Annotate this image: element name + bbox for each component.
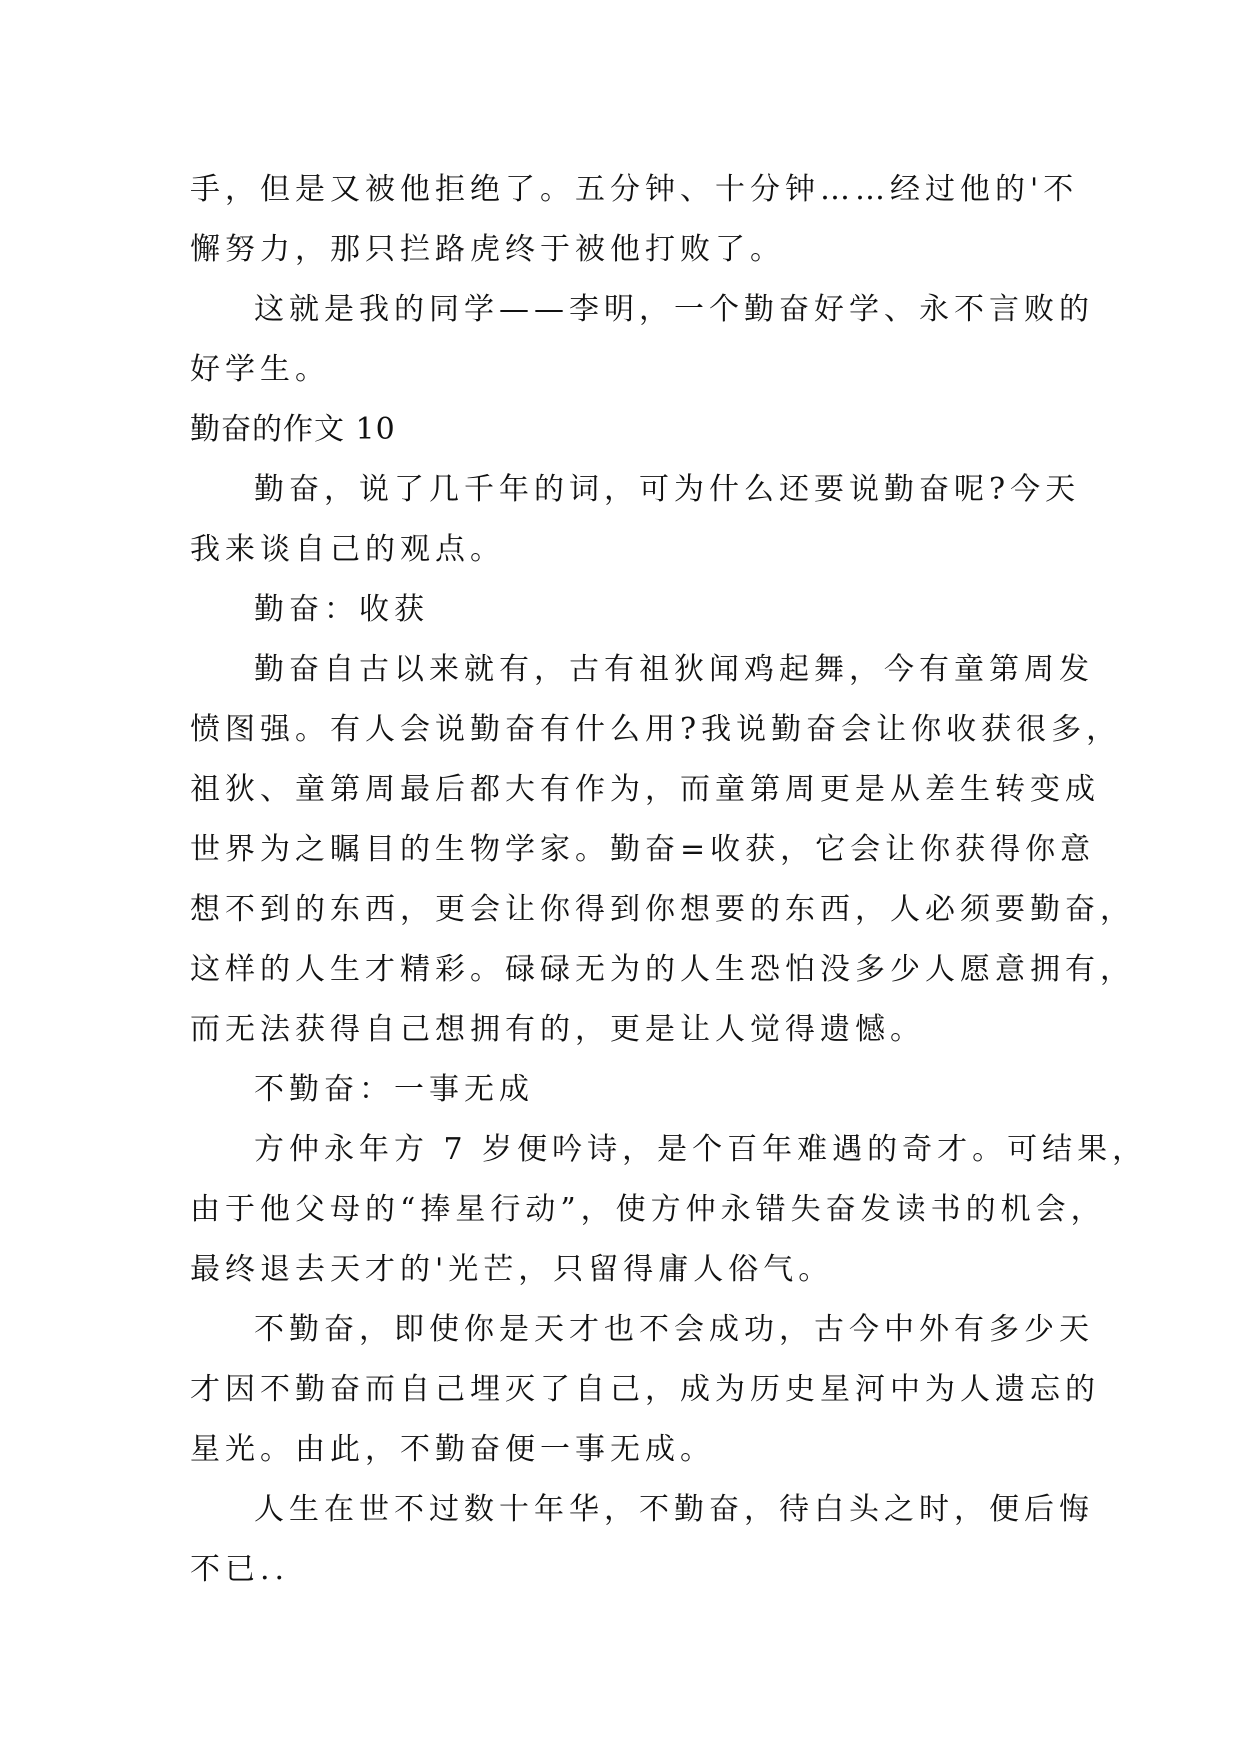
document-page [190, 160, 1148, 1600]
paragraph-first-line: 勤奋，说了几千年的词，可为什么还要说勤奋呢?今天 [254, 472, 1081, 507]
text-line: 世界为之瞩目的生物学家。勤奋=收获，它会让你获得你意 [190, 832, 1096, 867]
text-line: 祖狄、童第周最后都大有作为，而童第周更是从差生转变成 [190, 772, 1100, 807]
section-heading: 不勤奋：一事无成 [254, 1072, 534, 1107]
essay-title: 勤奋的作文 10 [190, 412, 396, 447]
paragraph-first-line: 方仲永年方 7 岁便吟诗，是个百年难遇的奇才。可结果， [254, 1132, 1148, 1167]
text-line: 由于他父母的“捧星行动”，使方仲永错失奋发读书的机会， [190, 1192, 1106, 1227]
text-line: 星光。由此，不勤奋便一事无成。 [190, 1432, 715, 1467]
text-line: 懈努力，那只拦路虎终于被他打败了。 [190, 232, 785, 267]
section-heading: 勤奋：收获 [254, 592, 429, 627]
text-line: 手，但是又被他拒绝了。五分钟、十分钟……经过他的'不 [190, 172, 1079, 207]
text-line: 这样的人生才精彩。碌碌无为的人生恐怕没多少人愿意拥有， [190, 952, 1135, 987]
paragraph-first-line: 人生在世不过数十年华，不勤奋，待白头之时，便后悔 [254, 1492, 1094, 1527]
text-line: 而无法获得自己想拥有的，更是让人觉得遗憾。 [190, 1012, 925, 1047]
text-line: 最终退去天才的'光芒，只留得庸人俗气。 [190, 1252, 834, 1287]
text-line: 我来谈自己的观点。 [190, 532, 505, 567]
text-line: 不已.. [190, 1552, 290, 1587]
text-line: 想不到的东西，更会让你得到你想要的东西，人必须要勤奋， [190, 892, 1135, 927]
text-line: 才因不勤奋而自己埋灭了自己，成为历史星河中为人遗忘的 [190, 1372, 1100, 1407]
paragraph-first-line: 勤奋自古以来就有，古有祖狄闻鸡起舞，今有童第周发 [254, 652, 1094, 687]
text-line: 好学生。 [190, 352, 330, 387]
paragraph-first-line: 这就是我的同学——李明，一个勤奋好学、永不言败的 [254, 292, 1094, 327]
paragraph-first-line: 不勤奋，即使你是天才也不会成功，古今中外有多少天 [254, 1312, 1094, 1347]
text-line: 愤图强。有人会说勤奋有什么用?我说勤奋会让你收获很多， [190, 712, 1122, 747]
